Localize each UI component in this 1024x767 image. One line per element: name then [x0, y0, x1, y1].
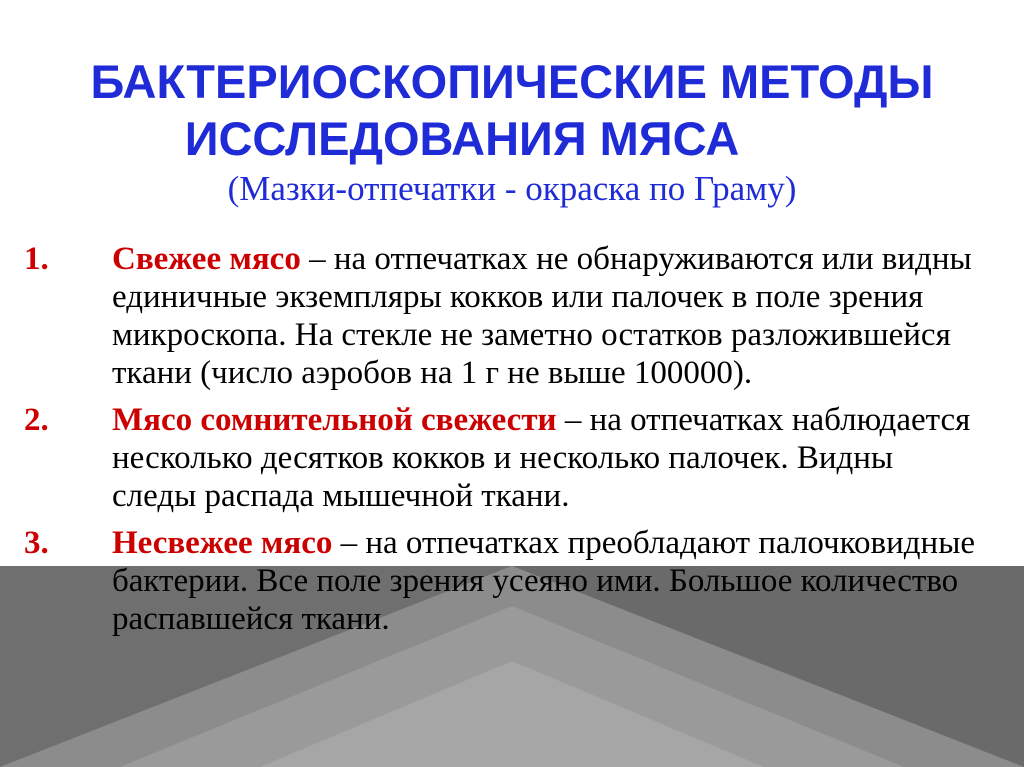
- list-item-description: – на отпечатках не обнаруживаются или видны единичные экземпляры кокков или палочек в поле зрения микроскопа. На стекле не заметно остатков разложившейся ткани (число аэробов на 1 г не выше 100000).: [112, 241, 972, 391]
- list-item-number: 1.: [24, 241, 49, 277]
- list-item: [0, 240, 1024, 392]
- slide-title-line-1: БАКТЕРИОСКОПИЧЕСКИЕ МЕТОДЫ: [90, 55, 934, 108]
- list-item: [0, 524, 1024, 638]
- slide-title-line-2: ИССЛЕДОВАНИЯ МЯСА: [184, 112, 740, 165]
- list-item-term: Мясо сомнительной свежести: [112, 402, 557, 438]
- freshness-list: [0, 240, 1024, 647]
- list-item-description: – на отпечатках наблюдается несколько десятков кокков и несколько палочек. Видны следы распада мышечной ткани.: [112, 402, 971, 514]
- list-item-term: Свежее мясо: [112, 241, 301, 277]
- list-item: [0, 401, 1024, 515]
- list-item-number: 2.: [24, 402, 49, 438]
- list-item-term: Несвежее мясо: [112, 525, 333, 561]
- slide-subtitle: (Мазки-отпечатки - окраска по Граму): [227, 169, 797, 208]
- list-item-description: – на отпечатках преобладают палочковидные бактерии. Все поле зрения усеяно ими. Большое количество распавшейся ткани.: [112, 525, 976, 637]
- list-item-number: 3.: [24, 525, 49, 561]
